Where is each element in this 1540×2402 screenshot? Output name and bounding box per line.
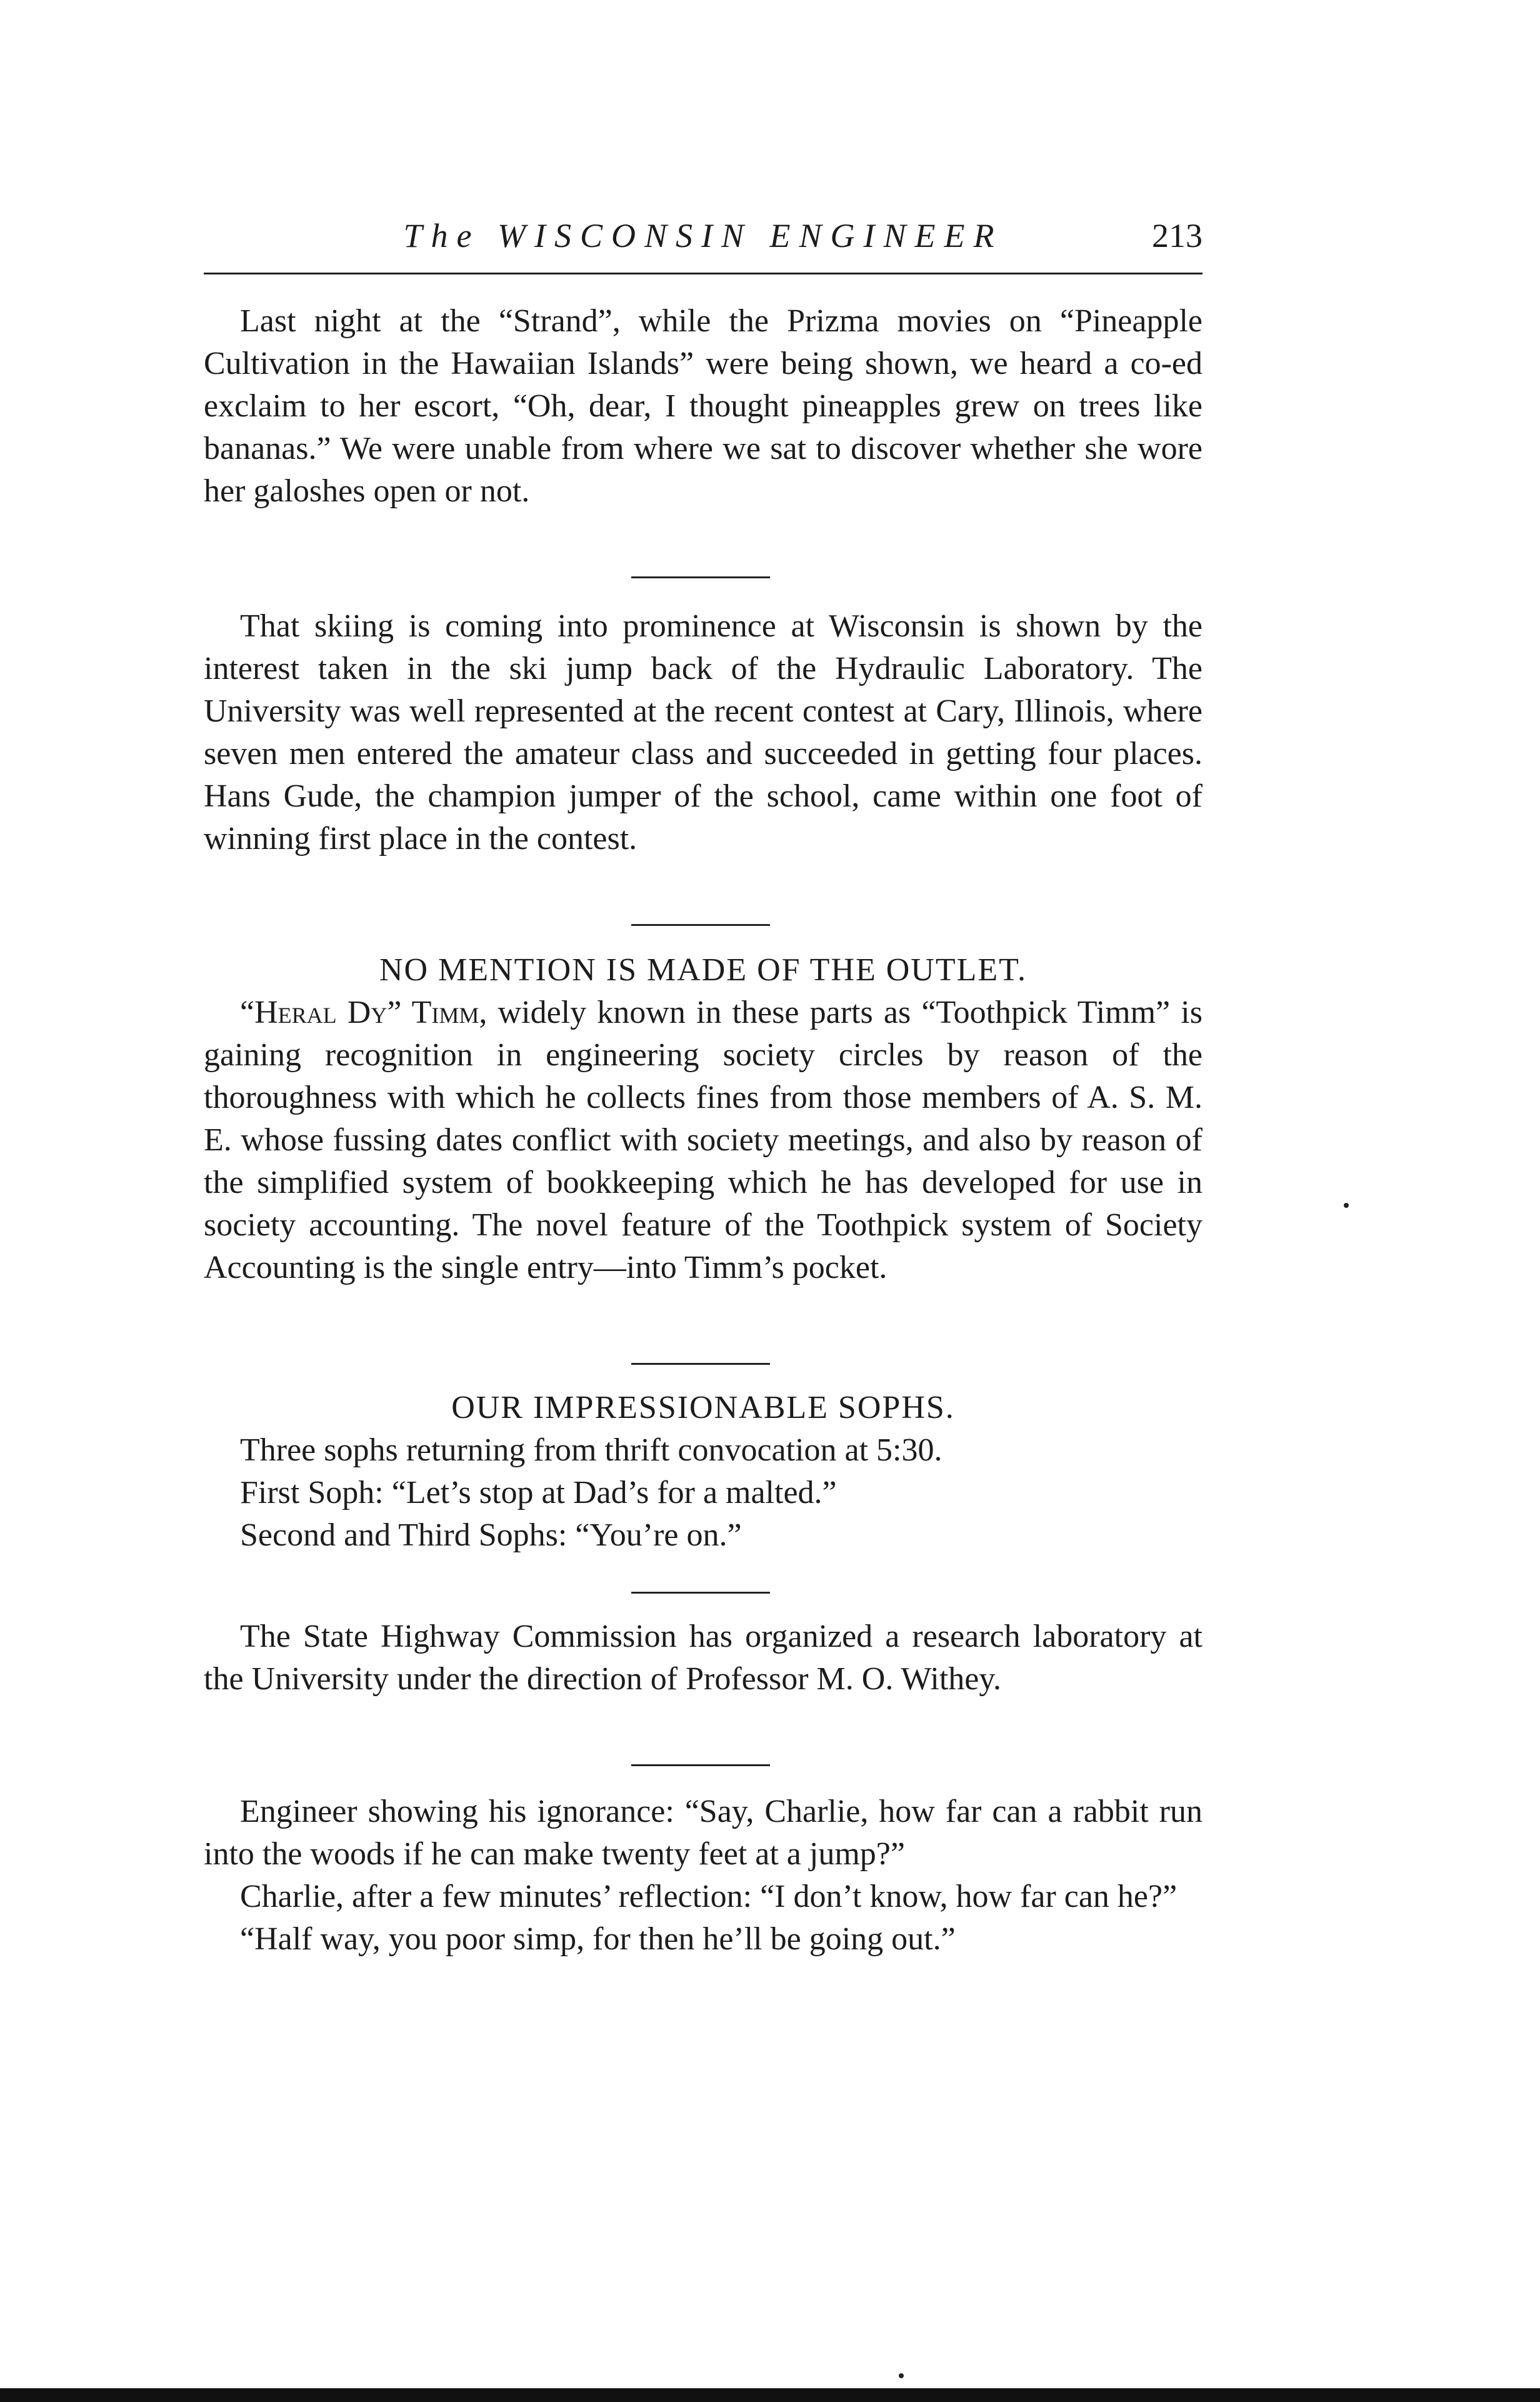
- sophs-line: Three sophs returning from thrift convocation at 5:30.: [240, 1432, 942, 1468]
- page-number: 213: [1152, 217, 1202, 254]
- section-separator: [631, 576, 770, 578]
- item-skiing: [204, 605, 1202, 860]
- paragraph-outlet-text: widely known in these parts as “Toothpick Timm” is gaining recognition in engineering society circles by reason of the thoroughness with which he collects fines from those members of A. S. M. E. whose fussing dates conflict with society meetings, and also by reason of the simplified system of bookkeeping which he has developed for use in society accounting. The novel feature of the Toothpick system of Society Accounting is the single entry—into Timm’s pocket.: [204, 995, 1202, 1285]
- item-outlet: [204, 949, 1202, 1289]
- header-rule: [204, 273, 1202, 274]
- name-small-caps: “Heral Dy” Timm,: [240, 995, 488, 1030]
- section-separator: [631, 1363, 770, 1365]
- section-separator: [631, 1764, 770, 1766]
- paragraph-skiing: That skiing is coming into prominence at Wisconsin is shown by the interest taken in the ski jump back of the Hydraulic Laboratory. The University was well represented at the recent contest at Cary, Illinois, where seven men entered the amateur class and succeeded in getting four places. Hans Gude, the champion jumper of the school, came within one foot of winning first place in the contest.: [204, 608, 1202, 857]
- section-separator: [631, 924, 770, 926]
- journal-title: The WISCONSIN ENGINEER: [403, 217, 1003, 254]
- item-sophs: [204, 1387, 1202, 1557]
- running-head: [204, 210, 1202, 266]
- heading-sophs: OUR IMPRESSIONABLE SOPHS.: [451, 1390, 955, 1425]
- paragraph-outlet: [204, 992, 1202, 1289]
- rabbit-line: Engineer showing his ignorance: “Say, Charlie, how far can a rabbit run into the woods if he can make twenty feet at a jump?”: [204, 1794, 1202, 1872]
- paragraph-strand: Last night at the “Strand”, while the Prizma movies on “Pineapple Cultivation in the Hawaiian Islands” were being shown, we heard a co-ed exclaim to her escort, “Oh, dear, I thought pineapples grew on trees like bananas.” We were unable from where we sat to discover whether she wore her galoshes open or not.: [204, 303, 1202, 509]
- item-rabbit: [204, 1791, 1202, 1961]
- section-separator: [631, 1592, 770, 1594]
- scan-speck: [899, 2373, 904, 2378]
- rabbit-line: “Half way, you poor simp, for then he’ll be going out.”: [240, 1921, 956, 1957]
- scan-speck: [1344, 1203, 1349, 1208]
- rabbit-line: Charlie, after a few minutes’ reflection: “I don’t know, how far can he?”: [240, 1879, 1178, 1914]
- scan-bottom-edge: [0, 2388, 1540, 2402]
- item-strand: [204, 300, 1202, 513]
- heading-outlet: NO MENTION IS MADE OF THE OUTLET.: [379, 952, 1028, 988]
- item-highway: [204, 1616, 1202, 1701]
- paragraph-highway: The State Highway Commission has organized a research laboratory at the University under the direction of Professor M. O. Withey.: [204, 1619, 1202, 1697]
- sophs-line: Second and Third Sophs: “You’re on.”: [240, 1517, 742, 1553]
- sophs-line: First Soph: “Let’s stop at Dad’s for a malted.”: [240, 1475, 837, 1510]
